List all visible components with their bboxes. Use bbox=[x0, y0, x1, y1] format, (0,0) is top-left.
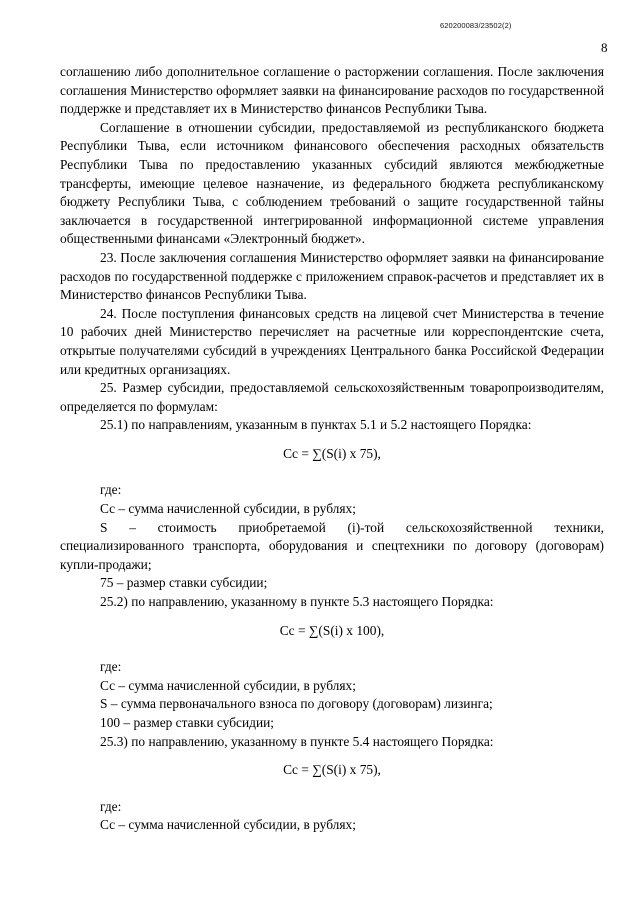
definition-s: S – стоимость приобретаемой (i)-той сельскохозяйственной техники, специализированного транспорта, оборудования и спецтехники по договору (договорам) купли-продажи; bbox=[60, 519, 604, 572]
where-label: где: bbox=[100, 659, 122, 675]
definition-cc: Сс – сумма начисленной субсидии, в рублях; bbox=[100, 677, 356, 693]
paragraph-24: 24. После поступления финансовых средств на лицевой счет Министерства в течение 10 рабочих дней Министерство перечисляет на расчетные или корреспондентские счета, открытые получателями субсидий в учреждениях Центрального банка Российской Федерации или кредитных организациях. bbox=[60, 305, 604, 377]
paragraph-23: 23. После заключения соглашения Министерство оформляет заявки на финансирование расходов по государственной поддержке с приложением справок-расчетов и представляет их в Министерство финансов Республики Тыва. bbox=[60, 249, 604, 303]
paragraph-continuation: соглашению либо дополнительное соглашение о расторжении соглашения. После заключения соглашения Министерство оформляет заявки на финансирование расходов по государственной поддержке и представляет их в Министерство финансов Республики Тыва. bbox=[60, 64, 604, 117]
formula-25-2: Cc = ∑(S(i) x 100), bbox=[279, 622, 385, 638]
definition-s: S – сумма первоначального взноса по договору (договорам) лизинга; bbox=[100, 696, 493, 712]
formula-25-3: Cc = ∑(S(i) x 75), bbox=[283, 762, 381, 778]
definition-rate: 75 – размер ставки субсидии; bbox=[100, 575, 268, 591]
definition-rate: 100 – размер ставки субсидии; bbox=[100, 715, 274, 730]
document-body bbox=[60, 63, 604, 835]
paragraph-25-2: 25.2) по направлению, указанному в пункте 5.3 настоящего Порядка: bbox=[100, 594, 494, 610]
definition-cc: Сс – сумма начисленной субсидии, в рублях; bbox=[100, 501, 356, 517]
paragraph-25: 25. Размер субсидии, предоставляемой сельскохозяйственным товаропроизводителям, определяется по формулам: bbox=[60, 380, 604, 414]
paragraph-25-1: 25.1) по направлениям, указанным в пунктах 5.1 и 5.2 настоящего Порядка: bbox=[100, 417, 532, 433]
page-number: 8 bbox=[601, 40, 608, 55]
paragraph-agreement-budget: Соглашение в отношении субсидии, предоставляемой из республиканского бюджета Республики Тыва, если источником финансового обеспечения расходных обязательств Республики Тыва по предоставлению указанных субсидий являются межбюджетные трансферты, имеющие целевое назначение, из федерального бюджета республиканскому бюджету Республики Тыва, с соблюдением требований о защите государственной тайны заключается в государственной интегрированной информационной системе управления общественными финансами «Электронный бюджет». bbox=[60, 119, 604, 247]
document-code: 620200083/23502(2) bbox=[440, 21, 512, 30]
formula-25-1: Cc = ∑(S(i) x 75), bbox=[283, 445, 381, 461]
where-label: где: bbox=[100, 482, 122, 498]
definition-cc: Сс – сумма начисленной субсидии, в рублях; bbox=[100, 817, 356, 833]
paragraph-25-3: 25.3) по направлению, указанному в пункте 5.4 настоящего Порядка: bbox=[100, 733, 494, 749]
where-label: где: bbox=[100, 798, 122, 814]
